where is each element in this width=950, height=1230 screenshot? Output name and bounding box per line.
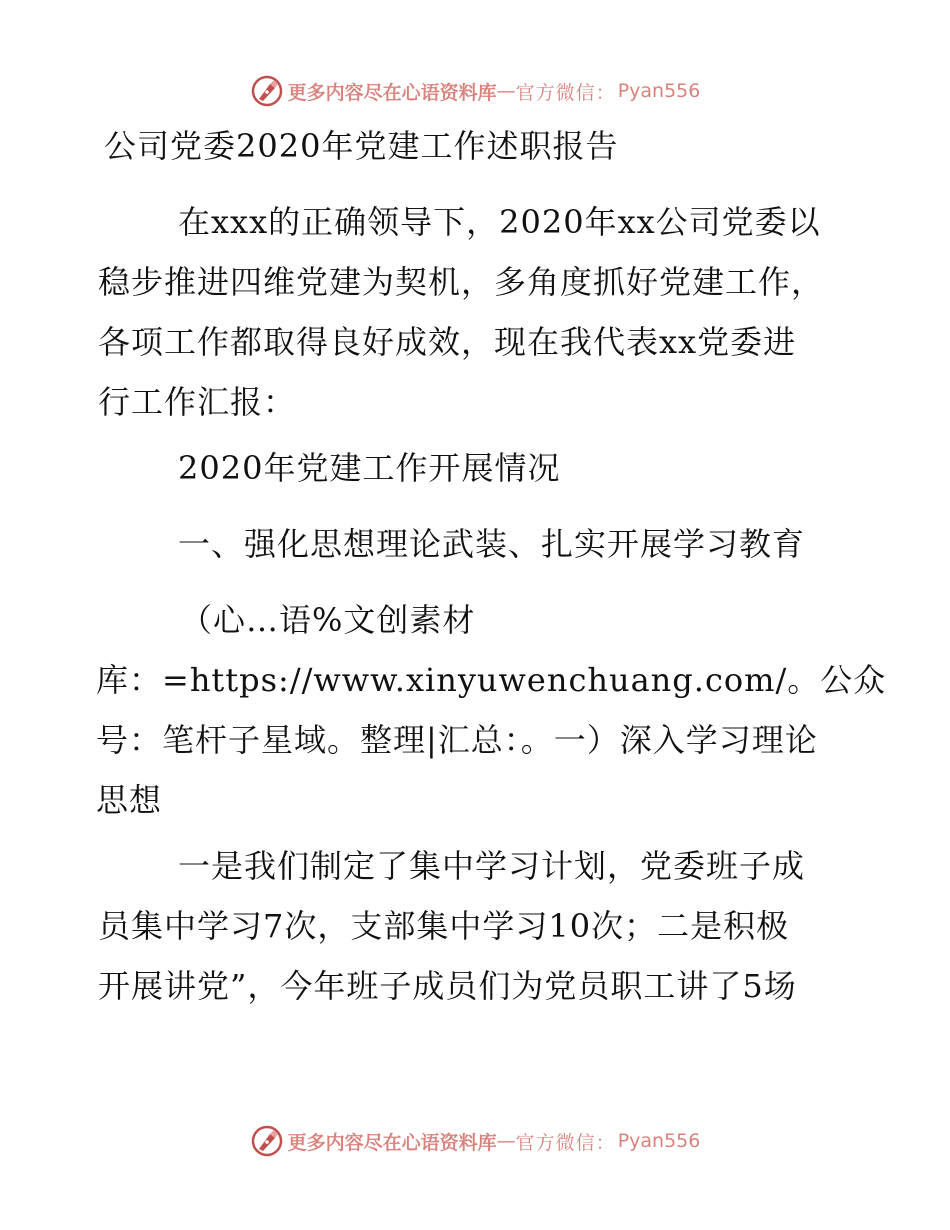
intro-paragraph xyxy=(98,200,950,440)
paragraph-line: 各项工作都取得良好成效，现在我代表xx党委进 xyxy=(98,323,797,361)
paragraph-line: （心…语%文创素材 xyxy=(180,601,476,639)
paragraph-line: 在xxx的正确领导下，2020年xx公司党委以 xyxy=(178,203,821,241)
pen-nib-logo-icon xyxy=(250,1124,284,1158)
banner-separator: — xyxy=(496,80,516,102)
banner-slogan: 更多内容尽在心语资料库 xyxy=(287,1131,497,1154)
banner-wechat-handle: Pyan556 xyxy=(617,80,701,102)
paragraph-line: 员集中学习7次，支部集中学习10次；二是积极 xyxy=(98,907,790,945)
banner-wechat-label: 官方微信： xyxy=(515,81,616,104)
paragraph-line: 号：笔杆子星域。整理|汇总：。一）深入学习理论 xyxy=(96,721,818,759)
banner-separator: — xyxy=(496,1130,516,1152)
header-banner xyxy=(0,74,950,108)
source-note-paragraph xyxy=(96,600,950,840)
paragraph-line: 稳步推进四维党建为契机，多角度抓好党建工作， xyxy=(98,263,825,301)
document-title: 公司党委2020年党建工作述职报告 xyxy=(104,127,619,165)
paragraph-line: 开展讲党”，今年班子成员们为党员职工讲了5场 xyxy=(98,967,797,1005)
section-heading: 2020年党建工作开展情况 xyxy=(178,449,561,487)
banner-slogan: 更多内容尽在心语资料库 xyxy=(287,81,497,104)
footer-banner xyxy=(0,1124,950,1158)
subsection-heading: 一、强化思想理论武装、扎实开展学习教育 xyxy=(178,525,806,563)
paragraph-line: 库：=https://www.xinyuwenchuang.com/。公众 xyxy=(96,661,887,699)
paragraph-line: 行工作汇报： xyxy=(98,383,297,421)
pen-nib-logo-icon xyxy=(250,74,284,108)
body-paragraph xyxy=(98,846,950,1026)
banner-wechat-handle: Pyan556 xyxy=(617,1130,701,1152)
banner-wechat-label: 官方微信： xyxy=(515,1131,616,1154)
paragraph-line: 思想 xyxy=(96,781,163,819)
paragraph-line: 一是我们制定了集中学习计划，党委班子成 xyxy=(178,847,806,885)
